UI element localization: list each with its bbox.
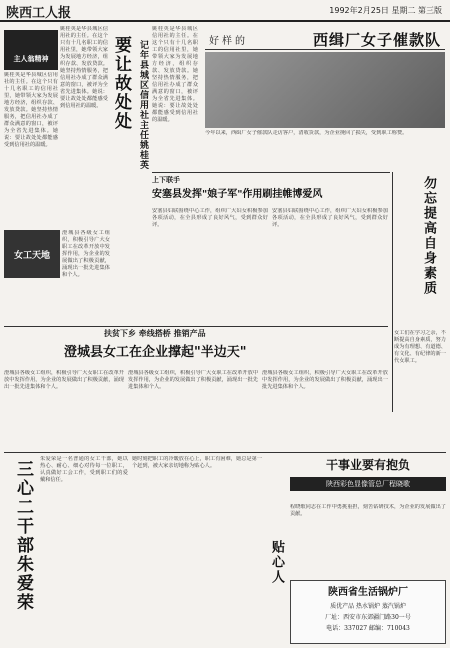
newspaper-title: 陕西工人报 — [6, 6, 72, 21]
logo-upper-label: 主人翁精神 — [13, 55, 49, 63]
ad-line2: 厂址：西安市东郊疆门路30一号 — [325, 614, 411, 621]
bottom-right-body: 程晓歌同志在工作中勇挑重担，刻苦钻研技术，为企业的发展做出了贡献。 — [290, 504, 446, 517]
lower-article-body: 澄城县各级女工组织，积极引导广大女职工在改革开放中发挥作用，为企业的发展做出了积极贡献，涌现出一批先进集体和个人。 — [4, 370, 124, 390]
side-vertical-title: 勿忘提高自身素质 — [421, 176, 436, 296]
middle-article-body-cont: 安塞县妇联围绕中心工作，组织广大妇女积极参加各项活动，在全县形成了良好风气，受到群众好评。 — [272, 208, 388, 228]
article-top-right-text: 姚桂英是华县城区信用社的主任。在这个只有十几名职工的信用社里，她带领大家为发展地方经济，组织存款、发放贷款。她坚持热情服务，把信用社办成了群众满意的窗口，被评为全省先进集体。她说：要让故处处都能感受到信用社的温暖。 — [152, 26, 198, 123]
masthead — [0, 0, 450, 22]
photo-title: 西缉厂女子催款队 — [313, 31, 442, 49]
lower-article-body-3: 澄城县各级女工组织，积极引导广大女职工在改革开放中发挥作用，为企业的发展做出了积极贡献，涌现出一批先进集体和个人。 — [262, 370, 388, 390]
photo-caption-top: 好样的 — [209, 36, 248, 47]
bottom-left-body: 朱爱荣是一名普通的女工干部，她以热心、耐心、细心对待每一位职工，认真做好工会工作，受到职工们的爱戴和信任。 — [40, 456, 128, 483]
article-top-headline: 要让故处处 — [111, 36, 131, 131]
bottom-left-headline: 三心二干部朱爱荣 — [13, 460, 33, 612]
article-top-body: 姚桂英是华县城区信用社的主任。在这个只有十几名职工的信用社里，她带领大家为发展地方经济，组织存款、发放贷款。她坚持热情服务，把信用社办成了群众满意的窗口，被评为全省先进集体。她说：要让故处处都能感受到信用社的温暖。 — [60, 26, 108, 109]
lower-article-kicker: 扶贫下乡 牵线搭桥 推销产品 — [104, 328, 206, 338]
logo-left — [4, 230, 60, 278]
bottom-right-subhead: 陕西彩色显像管总厂程晓歌 — [290, 477, 446, 491]
bottom-mid-body: 她时刻把职工的冷暖放在心上，职工有困难，她总是第一个赶到，被大家亲切地称为贴心人。 — [132, 456, 262, 469]
ad-line1: 质优产品 热水锅炉 蒸汽锅炉 — [330, 603, 406, 610]
article-top-subhead: 记年县城区信用社主任姚桂英 — [138, 40, 148, 170]
ad-phone: 电话：337027 邮编：710043 — [326, 625, 410, 632]
bottom-right-headline: 干事业要有抱负 — [325, 458, 410, 472]
side-column-text: 女工们在学习之余，不断提高自身素质，努力成为有理想、有道德、有文化、有纪律的新一代女职工。 — [394, 330, 446, 364]
logo-upper — [4, 30, 58, 70]
middle-article-body: 安塞县妇联围绕中心工作，组织广大妇女积极参加各项活动，在全县形成了良好风气，受到群众好评。 — [152, 208, 268, 228]
lower-article-headline: 澄城县女工在企业撑起"半边天" — [64, 345, 247, 360]
middle-headline-line2: 安塞县发挥"娘子军"作用刷挂帷博爱风 — [152, 189, 323, 200]
photo-caption: 今年以来，西缉厂女子催款队走访客户，清收货款，为企业挽回了损失，受到职工称赞。 — [205, 130, 408, 136]
middle-headline — [152, 175, 390, 205]
middle-headline-line1: 上下联手 — [152, 175, 180, 184]
lower-article-head — [4, 328, 388, 368]
issue-date: 1992年2月25日 星期二 第三版 — [329, 6, 442, 15]
logo-left-label: 女工天地 — [13, 251, 50, 261]
bottom-right-head — [290, 456, 446, 502]
ad-brand: 陕西省生活锅炉厂 — [328, 587, 408, 598]
boiler-ad — [290, 580, 446, 644]
bottom-mid-vertical: 贴心人 — [269, 540, 284, 585]
article-top-body-repeat: 姚桂英是华县城区信用社的主任。在这个只有十几名职工的信用社里，她带领大家为发展地方经济，组织存款、发放贷款。她坚持热情服务，把信用社办成了群众满意的窗口，被评为全省先进集体。她说：要让故处处都能感受到信用社的温暖。 — [4, 72, 58, 148]
lower-article-body-2: 澄城县各级女工组织，积极引导广大女职工在改革开放中发挥作用，为企业的发展做出了积极贡献，涌现出一批先进集体和个人。 — [128, 370, 258, 390]
photo-header — [205, 26, 445, 50]
left-column-text: 澄城县各级女工组织，积极引导广大女职工在改革开放中发挥作用，为企业的发展做出了积极贡献，涌现出一批先进集体和个人。 — [62, 230, 110, 278]
team-photo — [205, 52, 445, 128]
